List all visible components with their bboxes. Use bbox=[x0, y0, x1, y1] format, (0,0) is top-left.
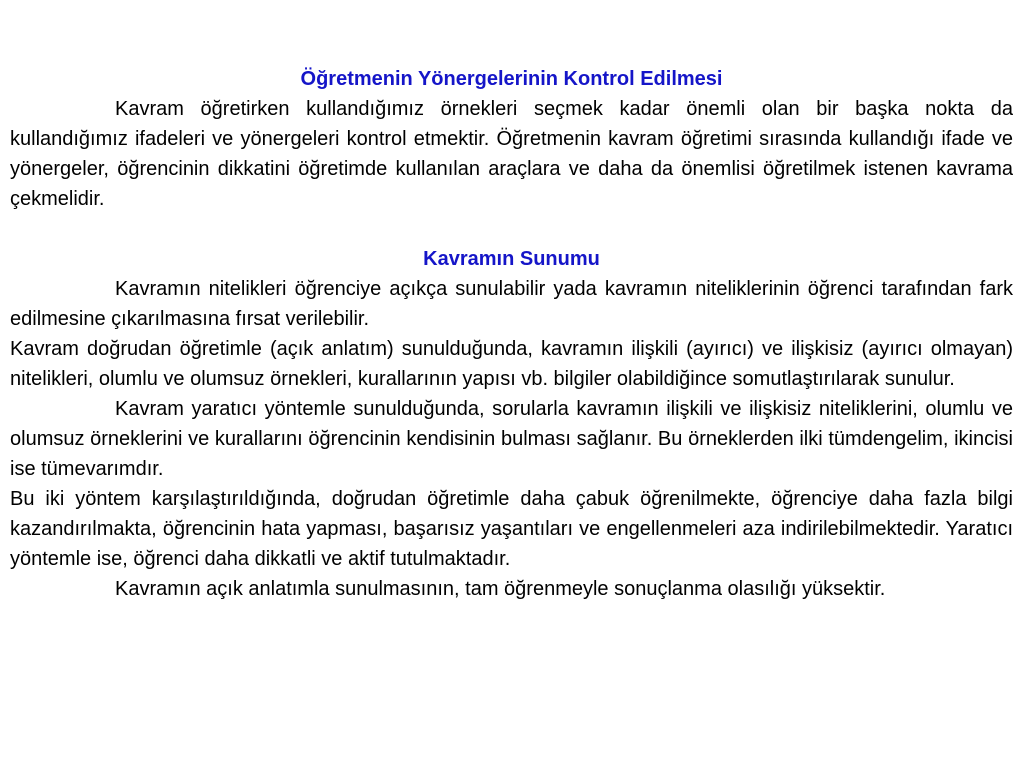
section-heading-concept-presentation: Kavramın Sunumu bbox=[423, 248, 600, 270]
paragraph-creative-method: Kavram yaratıcı yöntemle sunulduğunda, sorularla kavramın ilişkili ve ilişkisiz niteliklerini, olumlu ve olumsuz örneklerini ve kurallarını öğrencinin kendisinin bulması sağlanır. Bu örneklerden ilki tümdengelim, ikincisi ise tümevarımdır. bbox=[10, 398, 1013, 480]
paragraph-method-comparison: Bu iki yöntem karşılaştırıldığında, doğrudan öğretimle daha çabuk öğrenilmekte, öğrenciye daha fazla bilgi kazandırılmakta, öğrencinin hata yapması, başarısız yaşantıları ve engellenmeleri aza indirilebilmektedir. Yaratıcı yöntemle ise, öğrenci daha dikkatli ve aktif tutulmaktadır. bbox=[10, 488, 1013, 570]
document-page bbox=[10, 64, 1013, 604]
section-spacer bbox=[10, 214, 1013, 244]
paragraph-instruction-control: Kavram öğretirken kullandığımız örnekleri seçmek kadar önemli olan bir başka nokta da kullandığımız ifadeleri ve yönergeleri kontrol etmektir. Öğretmenin kavram öğretimi sırasında kullandığı ifade ve yönergeler, öğrencinin dikkatini öğretimde kullanılan araçlara ve daha da önemlisi öğretilmek istenen kavrama çekmelidir. bbox=[10, 98, 1013, 210]
paragraph-direct-instruction: Kavram doğrudan öğretimle (açık anlatım) sunulduğunda, kavramın ilişkili (ayırıcı) ve ilişkisiz (ayırıcı olmayan) nitelikleri, olumlu ve olumsuz örnekleri, kurallarının yapısı vb. bilgiler olabildiğince somutlaştırılarak sunulur. bbox=[10, 338, 1013, 390]
paragraph-concept-attributes: Kavramın nitelikleri öğrenciye açıkça sunulabilir yada kavramın niteliklerinin öğrenci tarafından fark edilmesine çıkarılmasına fırsat verilebilir. bbox=[10, 278, 1013, 330]
paragraph-conclusion: Kavramın açık anlatımla sunulmasının, tam öğrenmeyle sonuçlanma olasılığı yüksektir. bbox=[115, 578, 886, 600]
section-heading-instruction-control: Öğretmenin Yönergelerinin Kontrol Edilmesi bbox=[300, 68, 723, 90]
